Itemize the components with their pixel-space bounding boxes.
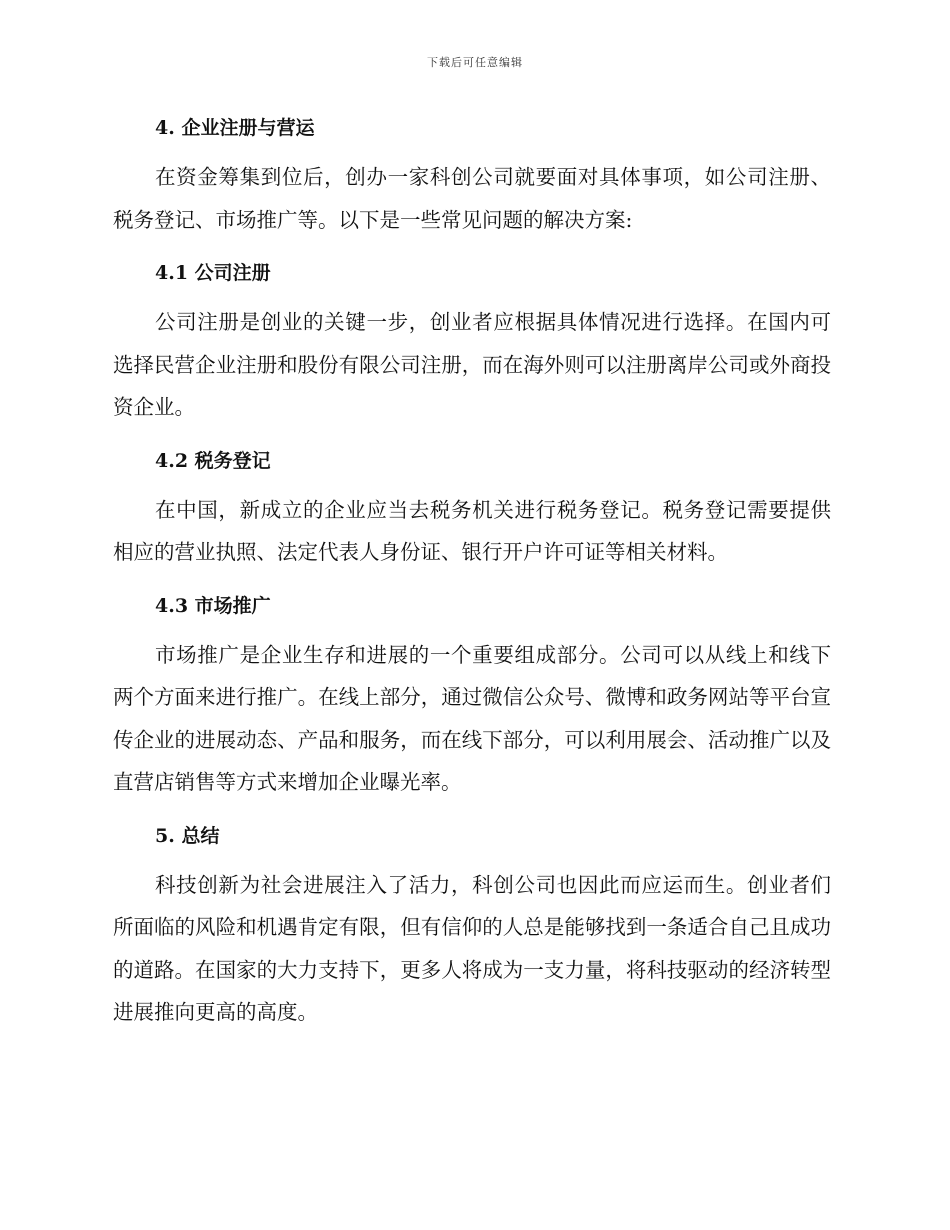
section-heading-4-2: 4.2 税务登记	[155, 449, 271, 472]
section-heading-5: 5. 总结	[155, 824, 220, 847]
page-header: 下载后可任意编辑	[427, 56, 523, 69]
section-paragraph-4-2: 在中国，新成立的企业应当去税务机关进行税务登记。税务登记需要提供相应的营业执照、法定代表人身份证、银行开户许可证等相关材料。	[113, 497, 831, 564]
section-paragraph-4-1: 公司注册是创业的关键一步，创业者应根据具体情况进行选择。在国内可选择民营企业注册和股份有限公司注册，而在海外则可以注册离岸公司或外商投资企业。	[113, 310, 831, 419]
section-heading-4-3: 4.3 市场推广	[155, 594, 271, 617]
section-paragraph-5: 科技创新为社会进展注入了活力，科创公司也因此而应运而生。创业者们所面临的风险和机遇肯定有限，但有信仰的人总是能够找到一条适合自己且成功的道路。在国家的大力支持下，更多人将成为一支力量，将科技驱动的经济转型进展推向更高的高度。	[113, 872, 831, 1024]
document-body	[113, 110, 831, 1034]
section-heading-4-1: 4.1 公司注册	[155, 262, 271, 284]
section-paragraph-4: 在资金筹集到位后，创办一家科创公司就要面对具体事项，如公司注册、税务登记、市场推广等。以下是一些常见问题的解决方案:	[113, 165, 831, 232]
section-heading-4: 4. 企业注册与营运	[155, 117, 315, 139]
section-paragraph-4-3: 市场推广是企业生存和进展的一个重要组成部分。公司可以从线上和线下两个方面来进行推广。在线上部分，通过微信公众号、微博和政务网站等平台宣传企业的进展动态、产品和服务，而在线下部分，可以利用展会、活动推广以及直营店销售等方式来增加企业曝光率。	[113, 642, 831, 794]
